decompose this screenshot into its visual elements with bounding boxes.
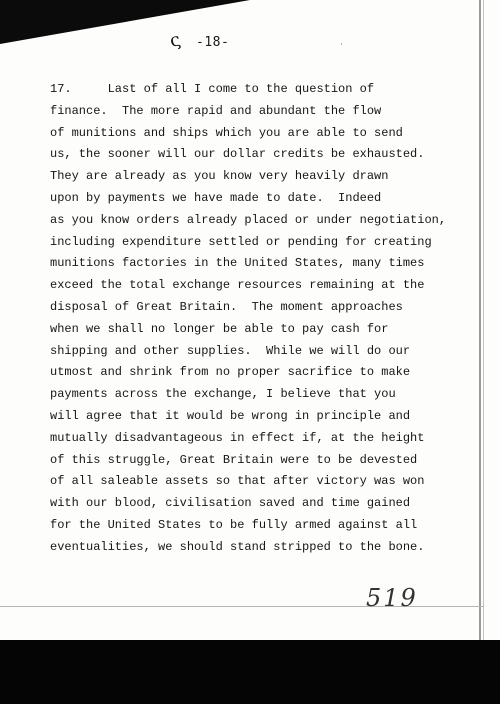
page-number: -18- xyxy=(196,35,230,50)
text-line: when we shall no longer be able to pay cash for xyxy=(50,321,389,336)
text-line: of this struggle, Great Britain were to be devested xyxy=(50,452,418,467)
text-line: 17. Last of all I come to the question of xyxy=(50,82,375,96)
text-line: including expenditure settled or pending for creating xyxy=(50,234,432,249)
page-right-edge xyxy=(479,0,481,640)
text-line: exceed the total exchange resources remaining at the xyxy=(50,278,425,293)
text-line: with our blood, civilisation saved and time gained xyxy=(50,496,411,511)
page-right-edge-inner xyxy=(483,0,484,640)
paper-speck: · xyxy=(340,40,343,50)
text-line: will agree that it would be wrong in principle and xyxy=(50,408,411,423)
text-line: payments across the exchange, I believe that you xyxy=(50,387,396,402)
letter-body xyxy=(50,79,475,559)
text-line: of munitions and ships which you are able to send xyxy=(50,125,403,140)
text-line: of all saleable assets so that after victory was won xyxy=(50,474,425,489)
text-line: eventualities, we should stand stripped to the bone. xyxy=(50,539,425,554)
text-line: munitions factories in the United States, many times xyxy=(50,256,425,271)
text-line: as you know orders already placed or under negotiation, xyxy=(50,212,447,227)
handwritten-folio-number: 519 xyxy=(366,584,418,612)
scan-bottom-shadow xyxy=(0,640,500,704)
text-line: shipping and other supplies. While we will do our xyxy=(50,343,411,358)
ink-mark: ς xyxy=(167,29,183,52)
text-line: for the United States to be fully armed against all xyxy=(50,517,418,532)
text-line: us, the sooner will our dollar credits be exhausted. xyxy=(50,147,425,162)
text-line: mutually disadvantageous in effect if, at the height xyxy=(50,430,425,445)
text-line: utmost and shrink from no proper sacrifice to make xyxy=(50,365,411,380)
text-line: They are already as you know very heavily drawn xyxy=(50,169,389,184)
text-line: upon by payments we have made to date. Indeed xyxy=(50,190,382,205)
text-line: finance. The more rapid and abundant the flow xyxy=(50,103,382,118)
text-line: disposal of Great Britain. The moment approaches xyxy=(50,299,403,314)
